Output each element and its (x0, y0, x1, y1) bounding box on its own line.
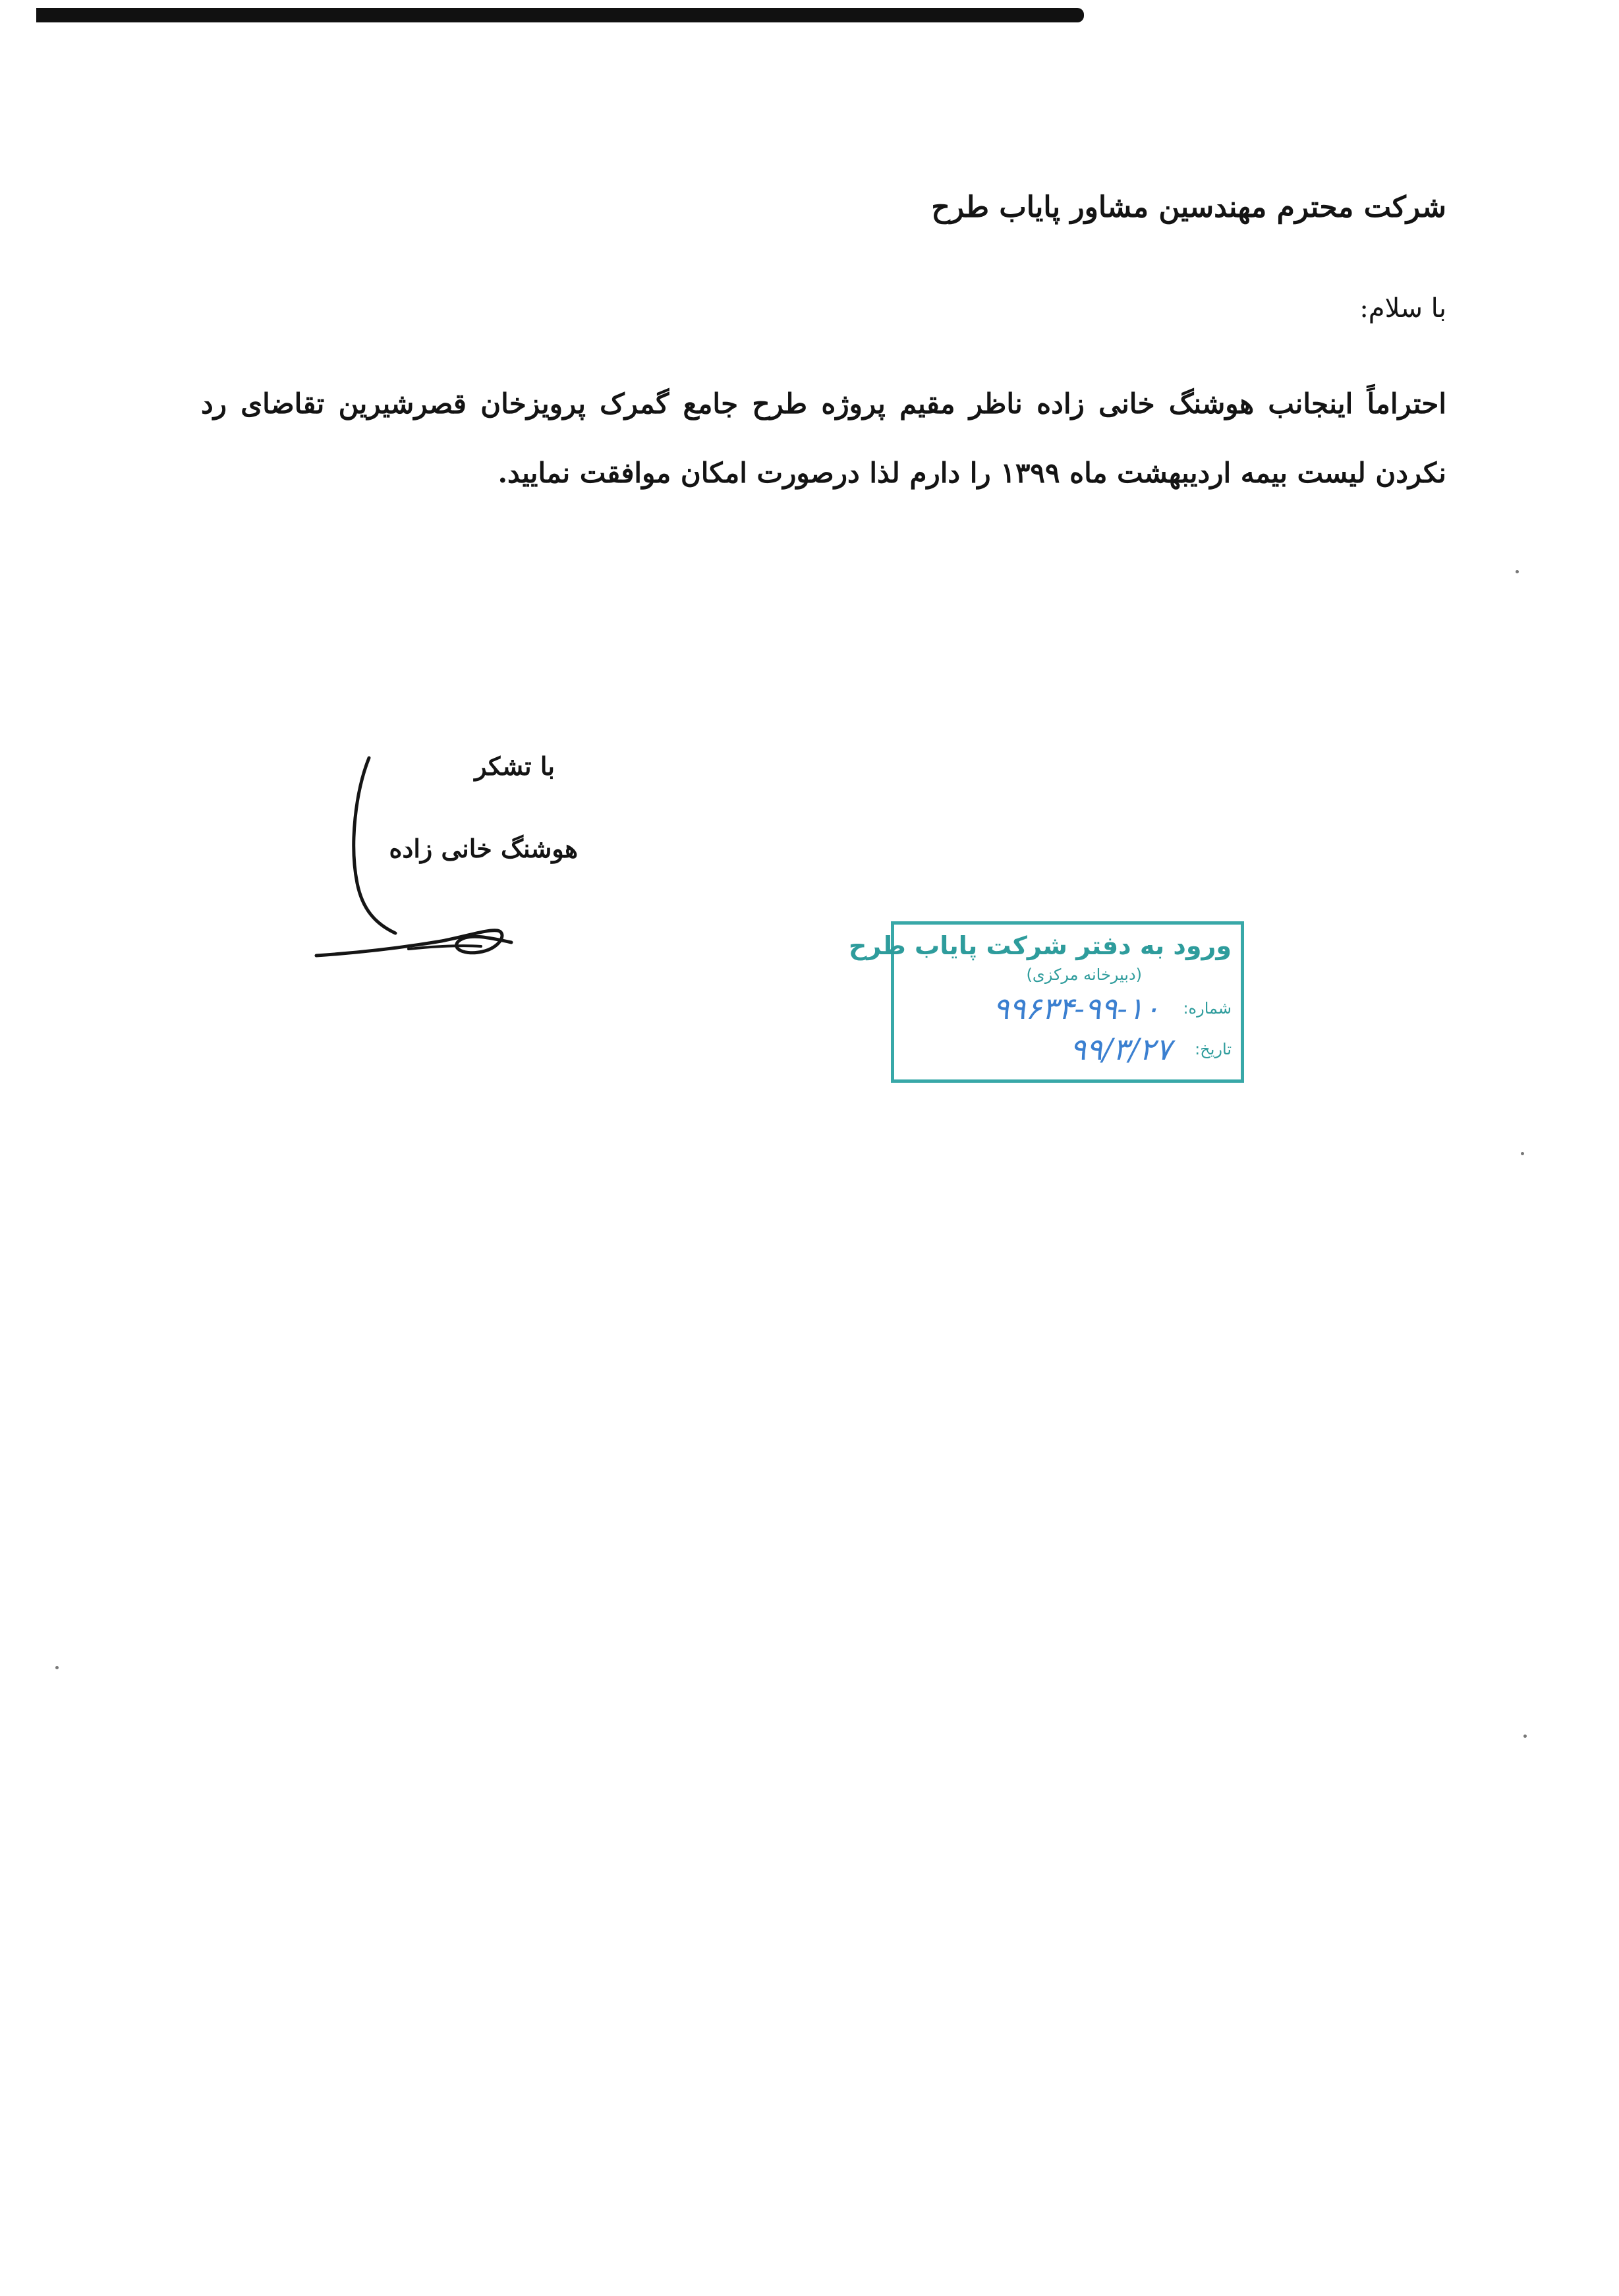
scan-speck (1523, 1735, 1527, 1738)
stamp-subtitle: (دبیرخانه مرکزی) (1026, 965, 1142, 984)
stamp-date-label: تاریخ: (1195, 1040, 1232, 1058)
scan-speck (1521, 1152, 1524, 1155)
stamp-number-label: شماره: (1183, 999, 1232, 1018)
scan-speck (1516, 570, 1519, 573)
stamp-title: ورود به دفتر شرکت پایاب طرح (848, 931, 1232, 960)
scan-speck (55, 1666, 59, 1669)
recipient-line: شرکت محترم مهندسین مشاور پایاب طرح (931, 190, 1446, 224)
receipt-stamp (848, 921, 1244, 1083)
handwritten-signature (310, 751, 521, 969)
salutation: با سلام: (1359, 293, 1446, 324)
stamp-number-row (993, 990, 1232, 1026)
scan-edge-bar (36, 8, 1084, 22)
letter-body: احتراماً اینجانب هوشنگ خانی زاده ناظر مقیم پروژه طرح جامع گمرک پرویزخان قصرشیرین تقاضای رد نکردن لیست بیمه اردیبهشت ماه ۱۳۹۹ را دارم لذا درصورت امکان موافقت نمایید. (201, 387, 1446, 489)
closing: با تشکر (474, 751, 555, 781)
stamp-number-value: ۱۰-۹۹-۹۹۶۳۴ (992, 990, 1160, 1026)
signer-name: هوشنگ خانی زاده (389, 834, 578, 863)
stamp-date-row (1070, 1031, 1232, 1067)
stamp-date-value: ۹۹/۳/۲۷ (1069, 1031, 1172, 1067)
